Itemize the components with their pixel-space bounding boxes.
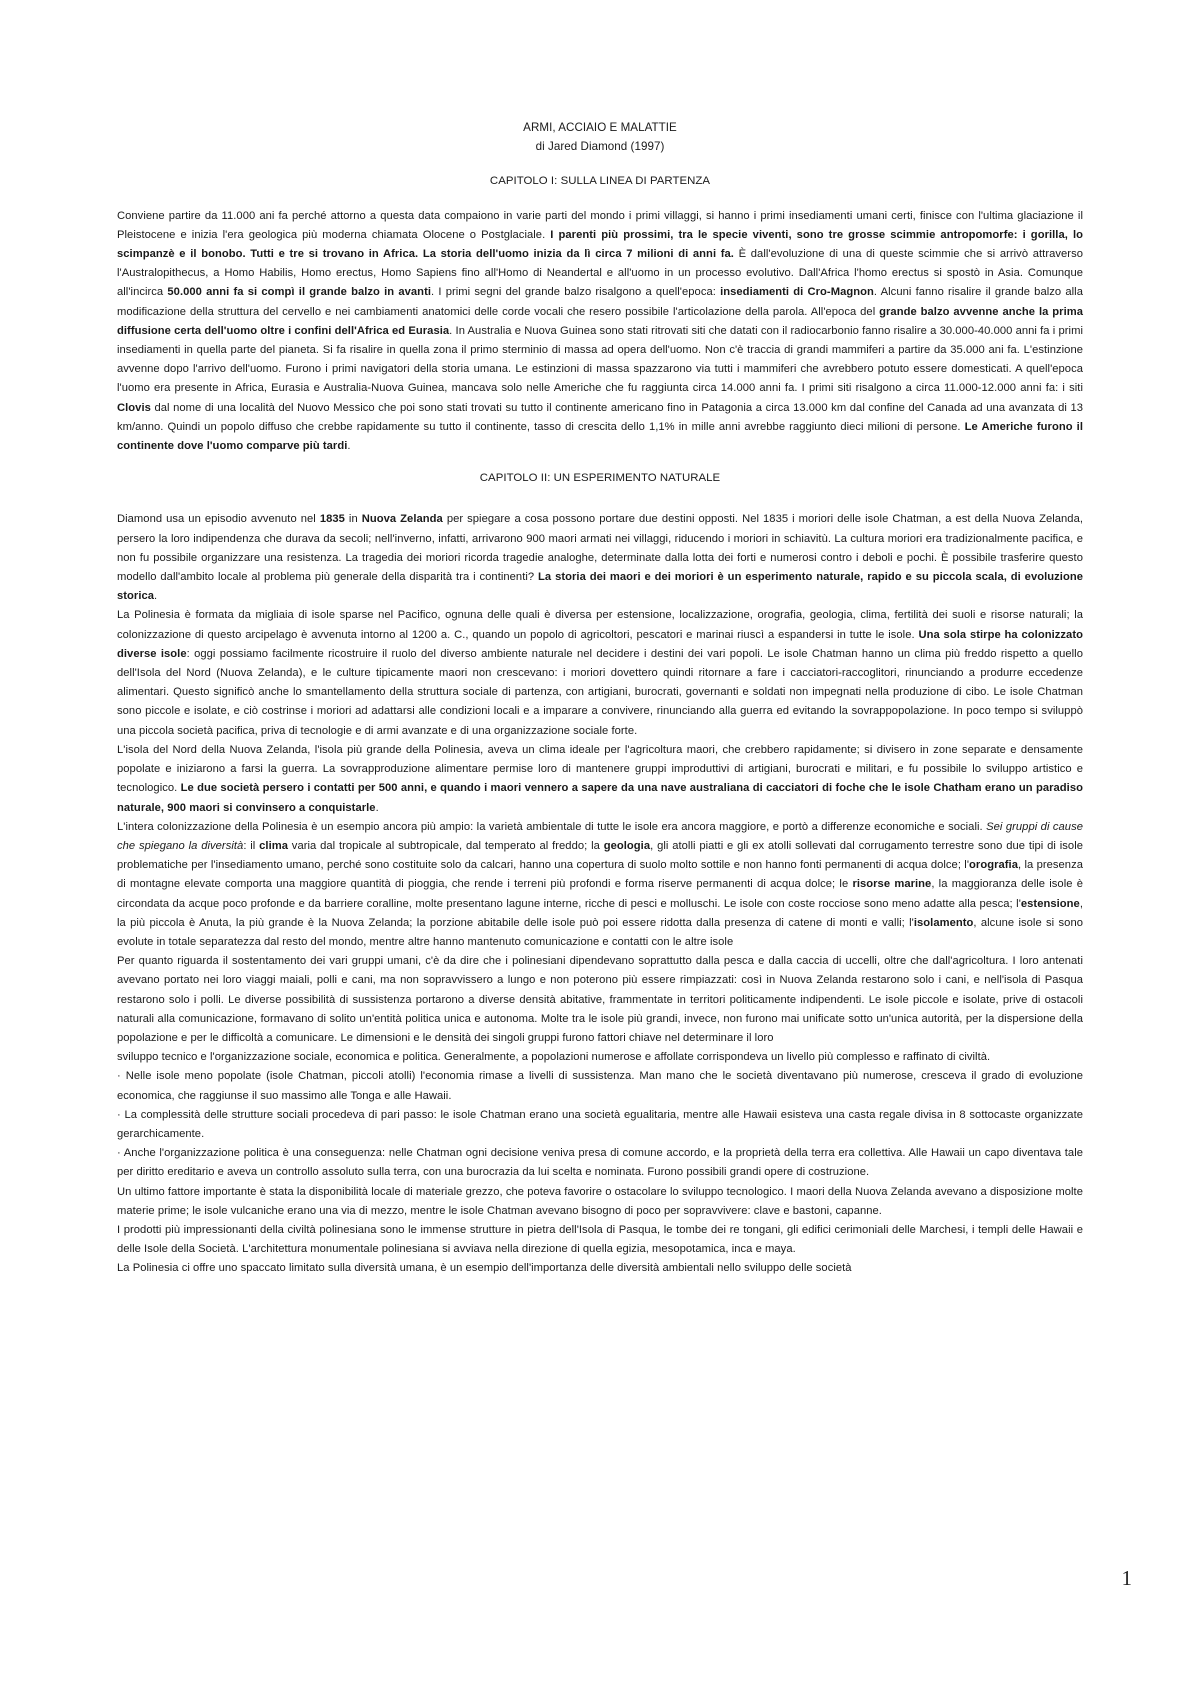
chapter-2-paragraph-1: Diamond usa un episodio avvenuto nel 1835 in Nuova Zelanda per spiegare a cosa possono portare due destini opposti. Nel 1835 i moriori delle isole Chatman, a est della Nuova Zelanda, persero la loro indipendenza che durava da secoli; nell'inverno, infatti, arrivarono 900 maori armati nei villaggi, riducendo i moriori in schiavitù. La cultura moriori era tradizionalmente pacifica, e non fu possibile organizzare una resistenza. La tragedia dei moriori ricorda tragedie analoghe, determinate dalla lotta dei forti e numerosi contro i deboli e pochi. È possibile trasferire questo modello dall'ambito locale al problema più generale della disparità tra i continenti? La storia dei maori e dei moriori è un esperimento naturale, rapido e su piccola scala, di evoluzione storica. [117, 513, 1084, 603]
chapter-1-heading: CAPITOLO I: SULLA LINEA DI PARTENZA [489, 175, 711, 188]
document-body [117, 118, 1083, 1279]
chapter-2-paragraph-4: L'intera colonizzazione della Polinesia è un esempio ancora più ampio: la varietà ambientale di tutte le isole era ancora maggiore, e portò a differenze economiche e sociali. Sei gruppi di cause che spiegano la diversità: il clima varia dal tropicale al subtropicale, dal temperato al freddo; la geologia, gli atolli piatti e gli ex atolli sollevati dal corrugamento terrestre sono due tipi di isole problematiche per l'insediamento umano, perché sono costituite solo da calcari, hanno una copertura di suolo molto sottile e non hanno fonti permanenti di acqua dolce; l'orografia, la presenza di montagne elevate comporta una maggiore quantità di pioggia, che rende i terreni più profondi e forma riserve permanenti di acqua dolce; le risorse marine, la maggioranza delle isole è circondata da acque poco profonde e da barriere coralline, molte presentano lagune interne, ricche di pesci e molluschi. Le isole con coste rocciose sono meno adatte alla pesca; l'estensione, la più piccola è Anuta, la più grande è la Nuova Zelanda; la porzione abitabile delle isole può poi essere ridotta dalla presenza di catene di monti e valli; l'isolamento, alcune isole si sono evolute in totale separatezza dal resto del mondo, mentre altre hanno mantenuto comunicazione e contatti con le altre isole [117, 820, 1084, 948]
chapter-2-paragraph-2: La Polinesia è formata da migliaia di isole sparse nel Pacifico, ognuna delle quali è diversa per estensione, localizzazione, orografia, geologia, clima, fertilità dei suoli e risorse naturali; la colonizzazione di questo arcipelago è avvenuta intorno al 1200 a. C., quando un popolo di agricoltori, pescatori e marinai riuscì a espandersi in tutte le isole. Una sola stirpe ha colonizzato diverse isole: oggi possiamo facilmente ricostruire il ruolo del diverso ambiente naturale nel decidere i destini dei vari popoli. Le isole Chatman hanno un clima più freddo rispetto a quello dell'Isola del Nord (Nuova Zelanda), e le culture tipicamente maori non crescevano: i moriori dovettero quindi ritornare a fare i cacciatori-raccoglitori, rinunciando a produrre eccedenze alimentari. Questo significò anche lo smantellamento della struttura sociale di partenza, con artigiani, burocrati, governanti e soldati non impegnati nella produzione di cibo. Le isole Chatman sono piccole e isolate, e ciò costrinse i moriori ad adattarsi alle condizioni locali e a imparare a convivere, rinunciando alla guerra ed evitando la sovrappopolazione. In poco tempo si sviluppò una piccola società pacifica, priva di tecnologie e di armi avanzate e di una organizzazione sociale forte. [117, 609, 1083, 737]
document-author: di Jared Diamond (1997) [535, 140, 665, 154]
chapter-2-bullet-2: · La complessità delle strutture sociali procedeva di pari passo: le isole Chatman erano una società egualitaria, mentre alle Hawaii esisteva una casta regale divisa in 8 sottocaste organizzate gerarchicamente. [117, 1108, 1083, 1140]
chapter-2-paragraph-7: Un ultimo fattore importante è stata la disponibilità locale di materiale grezzo, che poteva favorire o ostacolare lo sviluppo tecnologico. I maori della Nuova Zelanda avevano a disposizione molte materie prime; le isole vulcaniche erano una via di mezzo, mentre le isole Chatman avevano bisogno di poco per sopravvivere: clave e bastoni, capanne. [117, 1185, 1083, 1217]
chapter-2-heading: CAPITOLO II: UN ESPERIMENTO NATURALE [479, 472, 721, 485]
document-title: ARMI, ACCIAIO E MALATTIE [523, 121, 677, 134]
chapter-2-paragraph-9: La Polinesia ci offre uno spaccato limitato sulla diversità umana, è un esempio dell'importanza delle diversità ambientali nello sviluppo delle società [117, 1262, 852, 1275]
chapter-2-paragraph-8: I prodotti più impressionanti della civiltà polinesiana sono le immense strutture in pietra dell'Isola di Pasqua, le tombe dei re tongani, gli edifici cerimoniali delle Marchesi, i templi delle Hawaii e delle Isole della Società. L'architettura monumentale polinesiana si avviava nella direzione di quella egizia, mesopotamica, inca e maya. [117, 1223, 1083, 1256]
chapter-2-paragraph-6: sviluppo tecnico e l'organizzazione sociale, economica e politica. Generalmente, a popolazioni numerose e affollate corrispondeva un livello più complesso e raffinato di civiltà. [117, 1051, 991, 1064]
chapter-2-paragraph-3: L'isola del Nord della Nuova Zelanda, l'isola più grande della Polinesia, aveva un clima ideale per l'agricoltura maori, che crebbero rapidamente; si divisero in zone separate e densamente popolate e iniziarono a farsi la guerra. La sovrapproduzione alimentare permise loro di mantenere gruppi improduttivi di artigiani, burocrati e militari, e fu possibile lo sviluppo artistico e tecnologico. Le due società persero i contatti per 500 anni, e quando i maori vennero a sapere da una nave australiana di cacciatori di foche che le isole Chatham erano un paradiso naturale, 900 maori si convinsero a conquistarle. [117, 743, 1083, 814]
chapter-2-bullet-1: · Nelle isole meno popolate (isole Chatman, piccoli atolli) l'economia rimase a livelli di sussistenza. Man mano che le società diventavano più numerose, cresceva il grado di evoluzione economica, che raggiunse il suo massimo alle Tonga e alle Hawaii. [117, 1070, 1083, 1102]
chapter-2-bullet-3: · Anche l'organizzazione politica è una conseguenza: nelle Chatman ogni decisione veniva presa di comune accordo, e la proprietà della terra era collettiva. Alle Hawaii un capo diventava tale per diritto ereditario e aveva un controllo assoluto sulla terra, con una burocrazia da lui scelta e nominata. Furono possibili grandi opere di costruzione. [117, 1147, 1083, 1179]
chapter-2-paragraph-5: Per quanto riguarda il sostentamento dei vari gruppi umani, c'è da dire che i polinesiani dipendevano soprattutto dalla pesca e dalla caccia di uccelli, oltre che dall'agricoltura. I loro antenati avevano portato nei loro viaggi maiali, polli e cani, ma non sopravvissero a lungo e non poterono più essere rimpiazzati: così in Nuova Zelanda restarono solo i cani, e nell'isola di Pasqua restarono solo i polli. Le diverse possibilità di sussistenza portarono a diverse densità abitative, frammentate in territori politicamente indipendenti. Le isole piccole e isolate, prive di ostacoli naturali alla comunicazione, formavano di solito un'entità politica unica e autonoma. Molte tra le isole più grandi, invece, non furono mai unificate sotto un'unica autorità, per la dispersione della popolazione e per le difficoltà a comunicare. Le dimensioni e le densità dei singoli gruppi furono fattori chiave nel determinare il loro [117, 955, 1083, 1044]
chapter-1-paragraph: Conviene partire da 11.000 ani fa perché attorno a questa data compaiono in varie parti del mondo i primi villaggi, si hanno i primi insediamenti umani certi, finisce con l'ultima glaciazione il Pleistocene e inizia l'era geologica più moderna chiamata Olocene o Postglaciale. I parenti più prossimi, tra le specie viventi, sono tre grosse scimmie antropomorfe: i gorilla, lo scimpanzè e il bonobo. Tutti e tre si trovano in Africa. La storia dell'uomo inizia da lì circa 7 milioni di anni fa. È dall'evoluzione di una di queste scimmie che si arrivò attraverso l'Australopithecus, a Homo Habilis, Homo erectus, Homo Sapiens fino all'Homo di Neandertal e all'uomo in un processo evolutivo. Dall'Africa l'homo erectus si spostò in Asia. Comunque all'incirca 50.000 anni fa si compì il grande balzo in avanti. I primi segni del grande balzo risalgono a quell'epoca: insediamenti di Cro-Magnon. Alcuni fanno risalire il grande balzo alla modificazione della struttura del cervello e nei cambiamenti anatomici delle corde vocali che resero possibile l'articolazione della parola. All'epoca del grande balzo avvenne anche la prima diffusione certa dell'uomo oltre i confini dell'Africa ed Eurasia. In Australia e Nuova Guinea sono stati ritrovati siti che datati con il radiocarbonio fanno risalire a 30.000-40.000 anni fa i primi insediamenti in quella parte del pianeta. Si fa risalire in quella zona il primo sterminio di massa ad opera dell'uomo. Non c'è traccia di grandi mammiferi a partire da 35.000 ani fa. L'estinzione avvenne dopo l'arrivo dell'uomo. Furono i primi navigatori della storia umana. Le estinzioni di massa spazzarono via tutti i mammiferi che avrebbero potuto essere domesticati. A quell'epoca l'uomo era presente in Africa, Eurasia e Australia-Nuova Guinea, mancava solo nelle Americhe che fu raggiunta circa 14.000 anni fa. I primi siti risalgono a circa 11.000-12.000 anni fa: i siti Clovis dal nome di una località del Nuovo Messico che poi sono stati trovati su tutto il continente americano fino in Patagonia a circa 13.000 km dal confine del Canada ad una avanzata di 13 km/anno. Quindi un popolo diffuso che crebbe rapidamente su tutto il continente, tasso di crescita dello 1,1% in mille anni avrebbe raggiunto dieci milioni di persone. Le Americhe furono il continente dove l'uomo comparve più tardi. [117, 209, 1084, 453]
page-number: 1 [1121, 1566, 1132, 1590]
